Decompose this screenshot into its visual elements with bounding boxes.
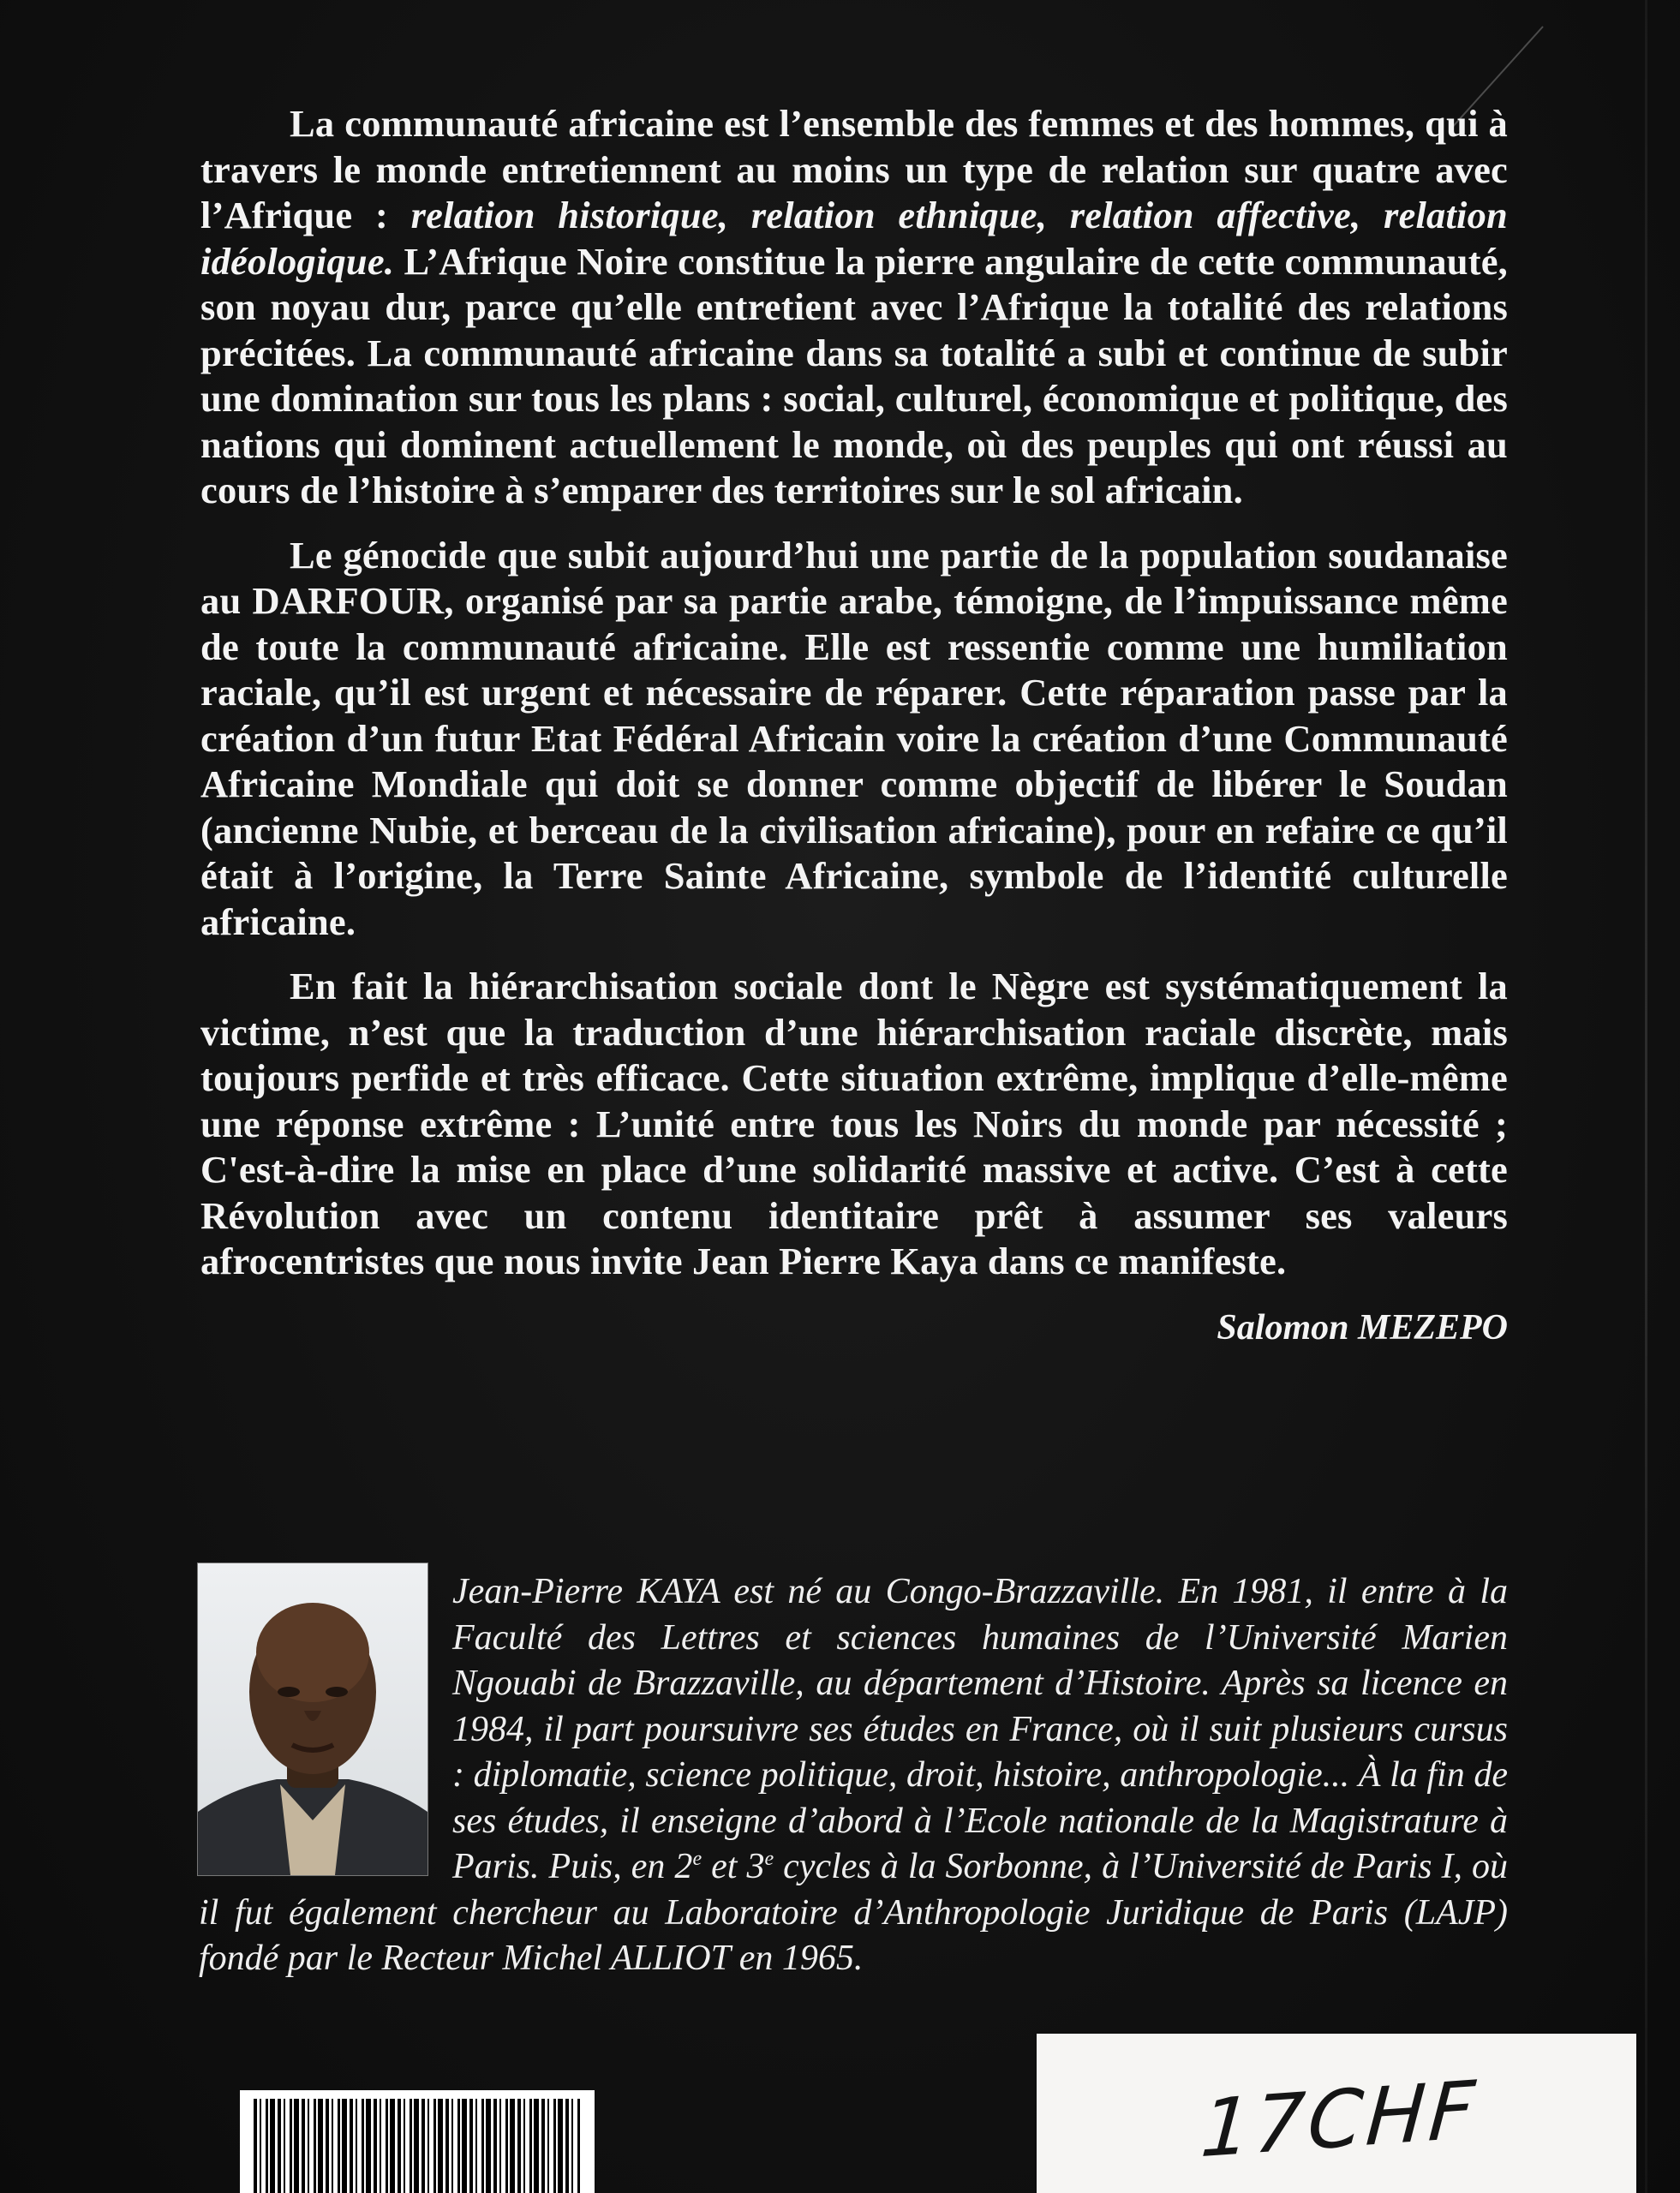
signature: Salomon MEZEPO <box>1217 1307 1508 1347</box>
author-bio-part-1: Jean-Pierre KAYA est né au Congo-Brazzaville. En 1981, il entre à la Faculté des Lettres et sciences humaines de l’Université Marien Ngouabi de Brazzaville, au département d’Histoire. Après sa licence en 1984, il part poursuivre ses études en France, où il suit plusieurs cursus : diplomatie, science politique, droit, histoire, anthropologie... À la fin de ses études, il enseigne d’abord à l’Ecole nationale de la Magistrature à Paris. Puis, en 2 <box>452 1572 1508 1886</box>
author-bio <box>199 1569 1508 1982</box>
author-bio-superscript-2: e <box>764 1848 774 1870</box>
cover-crease <box>1645 0 1647 2193</box>
price-text: 17CHF <box>1198 2064 1481 2176</box>
paragraph-2: Le génocide que subit aujourd’hui une partie de la population soudanaise au DARFOUR, organisé par sa partie arabe, témoigne, de l’impuissance même de toute la communauté africaine. Elle est ressentie comme une humiliation raciale, qu’il est urgent et nécessaire de réparer. Cette réparation passe par la création d’un futur Etat Fédéral Africain voire la création d’une Communauté Africaine Mondiale qui doit se donner comme objectif de libérer le Soudan (ancienne Nubie, et berceau de la civilisation africaine), pour en refaire ce qu’il était à l’origine, la Terre Sainte Africaine, symbole de l’identité culturelle africaine. <box>200 533 1508 943</box>
paragraph-3: En fait la hiérarchisation sociale dont le Nègre est systématiquement la victime, n’est que la traduction d’une hiérarchisation raciale discrète, mais toujours perfide et très efficace. Cette situation extrême, implique d’elle-même une réponse extrême : L’unité entre tous les Noirs du monde par nécessité ; C'est-à-dire la mise en place d’une solidarité massive et active. C’est à cette Révolution avec un contenu identitaire prêt à assumer ses valeurs afrocentristes que nous invite Jean Pierre Kaya dans ce manifeste. <box>200 965 1508 1282</box>
barcode <box>240 2090 595 2193</box>
barcode-bars <box>254 2099 581 2193</box>
back-cover-text <box>200 101 1508 1350</box>
author-bio-part-3: cycles à la Sorbonne, à l’Université de Paris I, où il fut également chercheur au Laboratoire d’Anthropologie Juridique de Paris (LAJP) fondé par le Recteur Michel ALLIOT en 1965. <box>199 1847 1509 1978</box>
author-bio-part-2: et 3 <box>702 1847 765 1886</box>
paragraph-1-part-1: La communauté africaine est l’ensemble des femmes et des hommes, qui à travers le monde entretiennent au moins un type de relation sur quatre avec l’Afrique : <box>200 102 1508 236</box>
photo-text-wrap <box>199 1569 452 1883</box>
price-sticker <box>1037 2034 1636 2193</box>
author-bio-superscript-1: e <box>692 1848 702 1870</box>
relation-types-italic: relation historique, relation ethnique, relation affective, relation idéologique. <box>200 194 1508 283</box>
paragraph-1-part-2: L’Afrique Noire constitue la pierre angulaire de cette communauté, son noyau dur, parce qu’elle entretient avec l’Afrique la totalité des relations précitées. La communauté africaine dans sa totalité a subi et continue de subir une domination sur tous les plans : social, culturel, économique et politique, des nations qui dominent actuellement le monde, où des peuples qui ont réussi au cours de l’histoire à s’emparer des territoires sur le sol africain. <box>200 239 1508 511</box>
paragraph-1 <box>200 101 1508 514</box>
